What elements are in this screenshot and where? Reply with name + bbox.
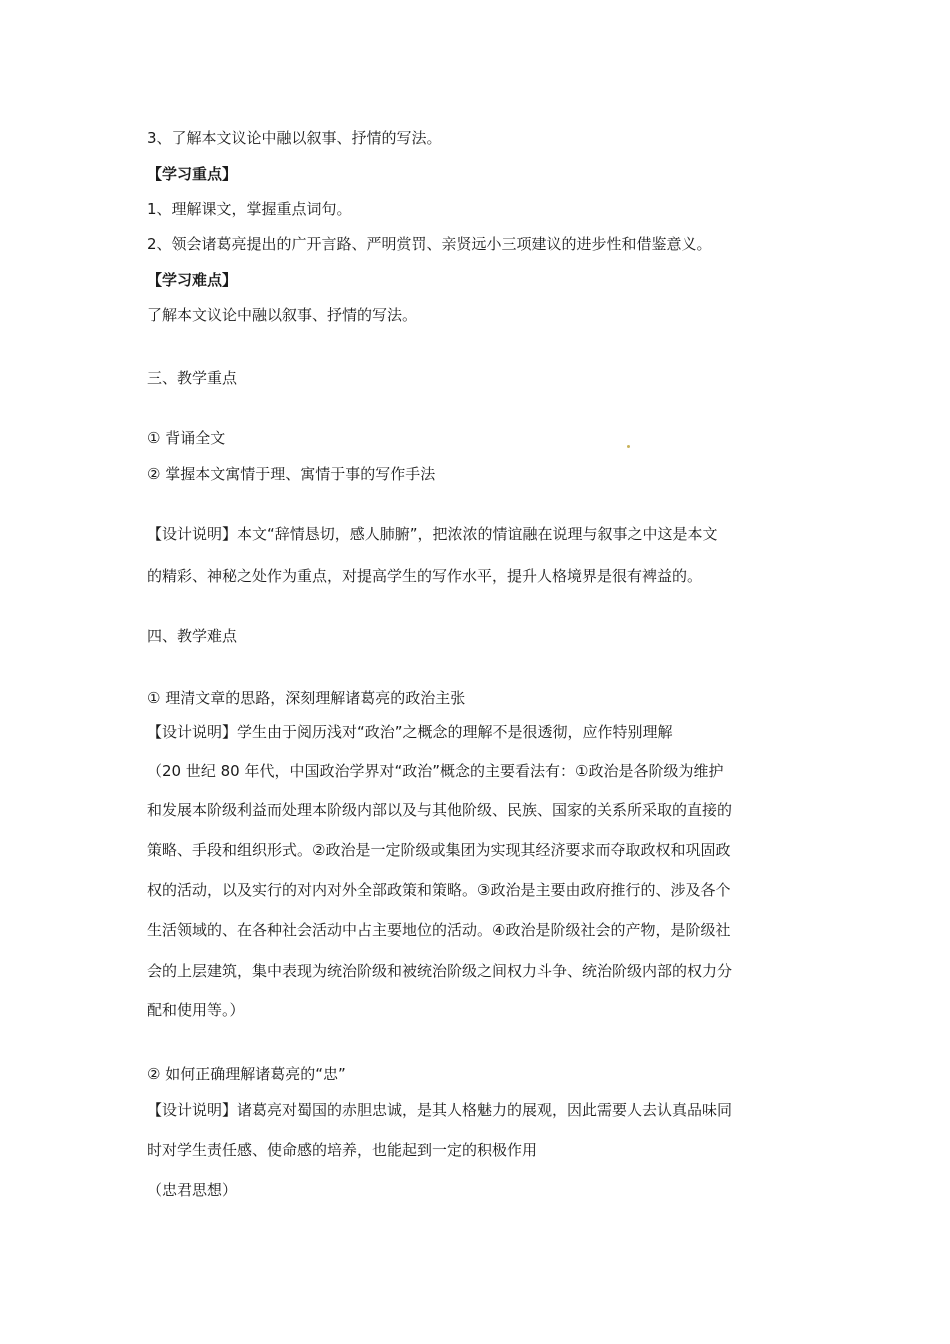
difficulty-text: 了解本文议论中融以叙事、抒情的写法。: [147, 306, 418, 324]
loyalty-thought-note: （忠君思想）: [147, 1181, 238, 1199]
speck-mark: [627, 445, 630, 448]
politics-definition-line-6: 会的上层建筑，集中表现为统治阶级和被统治阶级之间权力斗争、统治阶级内部的权力分: [147, 962, 733, 980]
design-note-2: 【设计说明】学生由于阅历浅对“政治”之概念的理解不是很透彻，应作特别理解: [147, 723, 673, 741]
teaching-focus-1: ① 背诵全文: [147, 429, 226, 447]
teaching-difficulty-1: ① 理清文章的思路，深刻理解诸葛亮的政治主张: [147, 689, 466, 707]
design-note-1-line-2: 的精彩、神秘之处作为重点，对提高学生的写作水平，提升人格境界是很有裨益的。: [147, 567, 703, 585]
section-3-title: 三、教学重点: [147, 369, 238, 387]
teaching-difficulty-2: ② 如何正确理解诸葛亮的“忠”: [147, 1065, 346, 1083]
design-note-3-line-1: 【设计说明】诸葛亮对蜀国的赤胆忠诚，是其人格魅力的展观，因此需要人去认真品味同: [147, 1101, 733, 1119]
politics-definition-line-7: 配和使用等。）: [147, 1001, 245, 1019]
learning-objective-3: 3、了解本文议论中融以叙事、抒情的写法。: [147, 129, 442, 147]
politics-definition-line-5: 生活领域的、在各种社会活动中占主要地位的活动。④政治是阶级社会的产物，是阶级社: [147, 921, 731, 939]
politics-definition-line-3: 策略、手段和组织形式。②政治是一定阶级或集团为实现其经济要求而夺取政权和巩固政: [147, 841, 731, 859]
politics-definition-line-2: 和发展本阶级利益而处理本阶级内部以及与其他阶级、民族、国家的关系所采取的直接的: [147, 801, 733, 819]
key-point-1: 1、理解课文，掌握重点词句。: [147, 200, 352, 218]
politics-definition-line-1: （20 世纪 80 年代，中国政治学界对“政治”概念的主要看法有：①政治是各阶级为维护: [147, 762, 724, 780]
politics-definition-line-4: 权的活动，以及实行的对内对外全部政策和策略。③政治是主要由政府推行的、涉及各个: [147, 881, 731, 899]
key-point-2: 2、领会诸葛亮提出的广开言路、严明赏罚、亲贤远小三项建议的进步性和借鉴意义。: [147, 235, 712, 253]
teaching-focus-2: ② 掌握本文寓情于理、寓情于事的写作手法: [147, 465, 436, 483]
design-note-3-line-2: 时对学生责任感、使命感的培养，也能起到一定的积极作用: [147, 1141, 538, 1159]
design-note-1-line-1: 【设计说明】本文“辞情恳切，感人肺腑”，把浓浓的情谊融在说理与叙事之中这是本文: [147, 525, 718, 543]
section-4-title: 四、教学难点: [147, 627, 238, 645]
key-points-heading: 【学习重点】: [147, 165, 238, 183]
difficulty-heading: 【学习难点】: [147, 271, 238, 289]
